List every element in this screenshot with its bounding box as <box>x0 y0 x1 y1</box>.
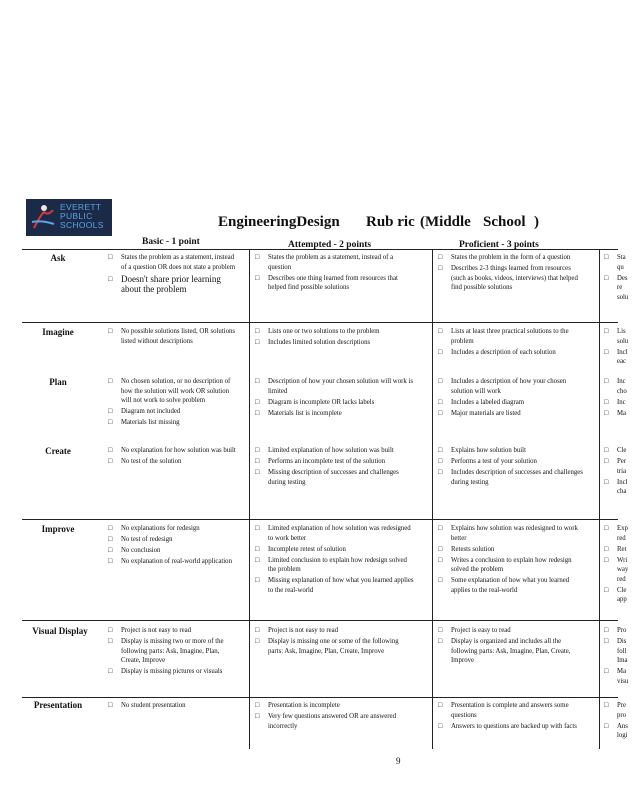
rubric-item: □ Answers to questions are backed up with facts <box>438 722 586 732</box>
rubric-item: □ Lists one or two solutions to the problem <box>255 327 415 337</box>
rubric-item: □ Cle <box>604 446 634 456</box>
column-header-attempted: Attempted - 2 points <box>288 240 372 250</box>
rubric-item: □ Lists at least three practical solutions to the problem <box>438 327 586 346</box>
logo-figure-icon <box>28 202 58 232</box>
rubric-item: □ Display is missing pictures or visuals <box>108 667 236 677</box>
cell-visual-proficient <box>438 626 586 667</box>
cell-ask-proficient <box>438 253 586 294</box>
rubric-item: □ Pre pro <box>604 701 634 720</box>
rubric-item: □ Sta qu <box>604 253 634 272</box>
cell-create-attempted <box>255 446 415 489</box>
rubric-item: □ Inc cho <box>604 377 634 396</box>
rubric-item: □ States the problem as a statement, instead of a question <box>255 253 415 272</box>
cell-plan-basic <box>108 377 236 429</box>
row-label-visual-display: Visual Display <box>32 626 88 636</box>
row-label-ask: Ask <box>50 253 66 263</box>
rubric-item: □ Doesn't share prior learning about the problem <box>108 274 236 294</box>
rubric-item: □ Ans logi <box>604 722 634 741</box>
title-part-1: EngineeringDesign <box>218 214 340 230</box>
rule-row-6 <box>22 697 618 698</box>
rubric-item: □ Materials list is incomplete <box>255 409 415 419</box>
title-part-3: (Middle <box>420 214 471 230</box>
cell-visual-attempted <box>255 626 415 658</box>
cell-imagine-exemplary <box>604 327 634 368</box>
rubric-item: □ Description of how your chosen solution will work is limited <box>255 377 415 396</box>
cell-create-exemplary <box>604 446 634 498</box>
rubric-item: □ No explanations for redesign <box>108 524 236 534</box>
rubric-item: □ Per tria <box>604 457 634 476</box>
rubric-item: □ Wri way red <box>604 556 634 585</box>
rubric-item: □ Dis foll Ima <box>604 637 634 666</box>
cell-plan-attempted <box>255 377 415 420</box>
rubric-item: □ Limited explanation of how solution was built <box>255 446 415 456</box>
cell-imagine-proficient <box>438 327 586 359</box>
rubric-item: □ Missing explanation of how what you learned applies to the real-world <box>255 576 415 595</box>
rubric-item: □ Performs a test of your solution <box>438 457 586 467</box>
rubric-item: □ Diagram not included <box>108 407 236 417</box>
cell-improve-exemplary <box>604 524 634 606</box>
cell-imagine-attempted <box>255 327 415 349</box>
rubric-item: □ Major materials are listed <box>438 409 586 419</box>
rubric-item: □ No test of redesign <box>108 535 236 545</box>
logo-line-3: SCHOOLS <box>60 220 104 230</box>
cell-create-proficient <box>438 446 586 489</box>
rubric-item: □ Presentation is incomplete <box>255 701 415 711</box>
cell-create-basic <box>108 446 236 468</box>
rubric-item: □ Explains how solution was redesigned to work better <box>438 524 586 543</box>
rubric-item: □ Limited explanation of how solution was redesigned to work better <box>255 524 415 543</box>
rubric-item: □ Ma visu <box>604 667 634 686</box>
rubric-item: □ Exp red <box>604 524 634 543</box>
column-divider-2 <box>432 249 433 749</box>
column-divider-1 <box>249 249 250 749</box>
rubric-item: □ Describes one thing learned from resources that helped find possible solutions <box>255 274 415 293</box>
row-label-plan: Plan <box>49 377 67 387</box>
rubric-item: □ Performs an incomplete test of the solution <box>255 457 415 467</box>
rubric-item: □ Inc <box>604 398 634 408</box>
logo-line-2: PUBLIC <box>60 211 93 221</box>
rubric-item: □ No explanation of real-world application <box>108 557 236 567</box>
rubric-item: □ Writes a conclusion to explain how redesign solved the problem <box>438 556 586 575</box>
cell-ask-attempted <box>255 253 415 294</box>
cell-ask-exemplary <box>604 253 634 304</box>
rubric-item: □ Display is missing one or some of the following parts: Ask, Imagine, Plan, Create, Improve <box>255 637 415 656</box>
rubric-item: □ Missing description of successes and challenges during testing <box>255 468 415 487</box>
rubric-item: □ No test of the solution <box>108 457 236 467</box>
rubric-item: □ Includes a description of how your chosen solution will work <box>438 377 586 396</box>
rubric-item: □ Includes description of successes and challenges during testing <box>438 468 586 487</box>
rubric-item: □ Retests solution <box>438 545 586 555</box>
rubric-item: □ Diagram is incomplete OR lacks labels <box>255 398 415 408</box>
title-part-2: Rub ric <box>366 214 415 230</box>
rubric-item: □ Project is easy to read <box>438 626 586 636</box>
rubric-item: □ States the problem in the form of a question <box>438 253 586 263</box>
cell-improve-attempted <box>255 524 415 597</box>
row-label-improve: Improve <box>41 524 75 534</box>
row-label-presentation: Presentation <box>33 700 83 710</box>
rubric-item: □ No student presentation <box>108 701 236 711</box>
rubric-item: □ Cle app <box>604 586 634 605</box>
rubric-item: □ Pro <box>604 626 634 636</box>
title-part-4: School <box>483 214 526 230</box>
rubric-item: □ Includes a labeled diagram <box>438 398 586 408</box>
rubric-item: □ Project is not easy to read <box>108 626 236 636</box>
rubric-item: □ Incl cha <box>604 478 634 497</box>
cell-visual-basic <box>108 626 236 678</box>
rule-row-4 <box>22 519 618 520</box>
everett-public-schools-logo <box>26 199 112 236</box>
cell-presentation-basic <box>108 701 236 712</box>
rubric-item: □ Materials list missing <box>108 418 236 428</box>
cell-presentation-proficient <box>438 701 586 733</box>
rubric-item: □ States the problem as a statement, instead of a question OR does not state a problem <box>108 253 236 272</box>
rubric-item: □ Includes a description of each solution <box>438 348 586 358</box>
column-header-proficient: Proficient - 3 points <box>459 240 539 250</box>
title-part-5: ) <box>534 214 539 230</box>
cell-presentation-attempted <box>255 701 415 733</box>
rubric-item: □ Display is organized and includes all the following parts: Ask, Imagine, Plan, Create, Improve <box>438 637 586 666</box>
rubric-item: □ Ret <box>604 545 634 555</box>
rubric-item: □ No possible solutions listed, OR solutions listed without descriptions <box>108 327 236 346</box>
rule-header <box>22 249 618 250</box>
cell-imagine-basic <box>108 327 236 348</box>
rubric-item: □ Explains how solution built <box>438 446 586 456</box>
rubric-item: □ Very few questions answered OR are answered incorrectly <box>255 712 415 731</box>
rubric-item: □ Presentation is complete and answers some questions <box>438 701 586 720</box>
rubric-item: □ Includes limited solution descriptions <box>255 338 415 348</box>
cell-plan-proficient <box>438 377 586 420</box>
column-divider-3 <box>599 249 600 749</box>
row-label-imagine: Imagine <box>42 327 74 337</box>
rubric-item: □ Project is not easy to read <box>255 626 415 636</box>
cell-ask-basic <box>108 253 236 295</box>
rubric-item: □ No explanation for how solution was built <box>108 446 236 456</box>
rubric-item: □ Describes 2-3 things learned from resources (such as books, videos, interviews) that helped find possible solutions <box>438 264 586 293</box>
logo-line-1: EVERETT <box>60 202 102 212</box>
column-header-basic: Basic - 1 point <box>142 237 200 247</box>
rubric-item: □ Display is missing two or more of the following parts: Ask, Imagine, Plan, Create, Improve <box>108 637 236 666</box>
cell-visual-exemplary <box>604 626 634 688</box>
rubric-item: □ Incl eac <box>604 348 634 367</box>
cell-plan-exemplary <box>604 377 634 420</box>
rubric-item: □ Some explanation of how what you learned applies to the real-world <box>438 576 586 595</box>
rubric-item: □ Ma <box>604 409 634 419</box>
rubric-item: □ Limited conclusion to explain how redesign solved the problem <box>255 556 415 575</box>
rubric-item: □ No conclusion <box>108 546 236 556</box>
rubric-item: □ No chosen solution, or no description of how the solution will work OR solution will not work to solve problem <box>108 377 236 406</box>
cell-presentation-exemplary <box>604 701 634 742</box>
cell-improve-basic <box>108 524 236 568</box>
rubric-item: □ Des re solu <box>604 274 634 303</box>
page-number: 9 <box>396 756 401 766</box>
rubric-item: □ Incomplete retest of solution <box>255 545 415 555</box>
rule-row-5 <box>22 620 618 621</box>
row-label-create: Create <box>45 446 71 456</box>
rule-row-1 <box>22 322 618 323</box>
cell-improve-proficient <box>438 524 586 597</box>
rubric-item: □ Lis solu <box>604 327 634 346</box>
